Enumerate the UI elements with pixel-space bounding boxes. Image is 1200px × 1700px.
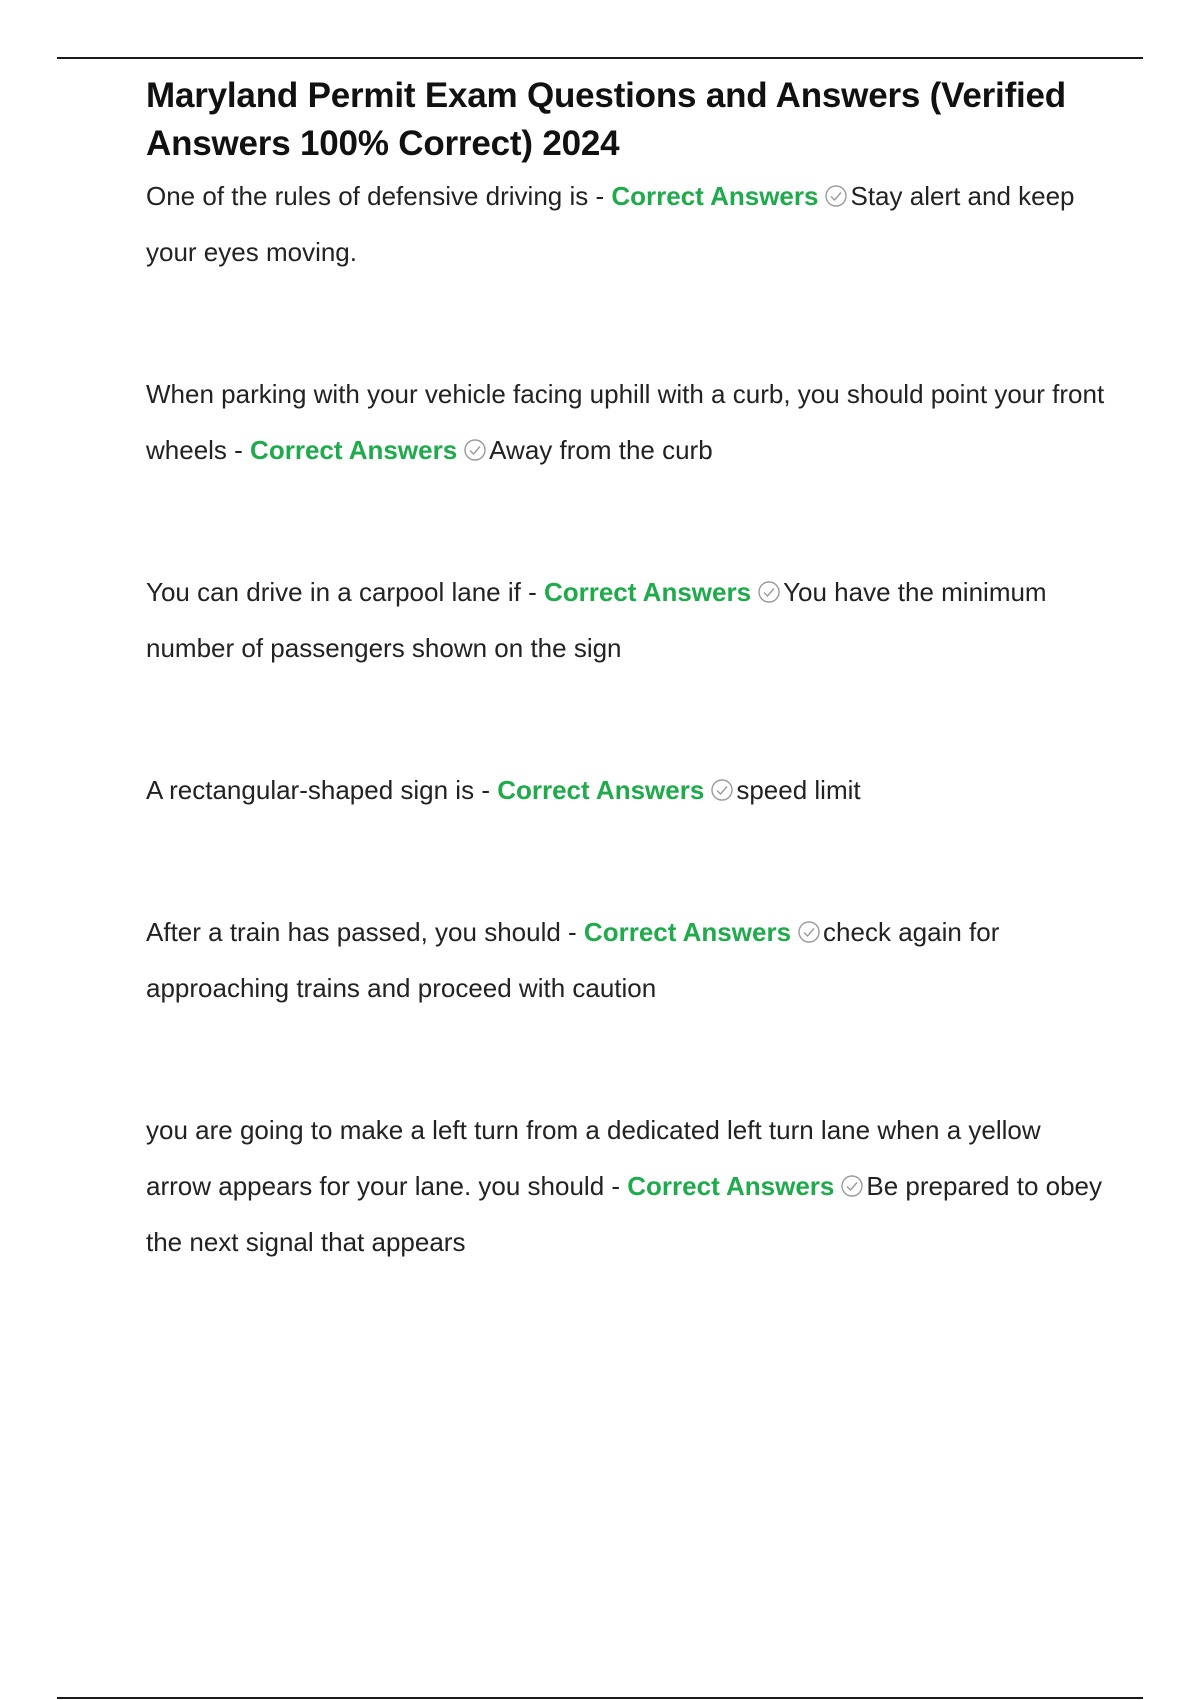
answer-text: speed limit [736,775,861,805]
check-circle-icon [463,438,487,462]
correct-answers-label: Correct Answers [627,1171,835,1201]
question-text: you are going to make a left turn from a dedicated left turn lane when a yellow arrow appears for your lane. you should [146,1115,1041,1201]
correct-answers-label: Correct Answers [543,577,752,607]
bottom-rule [57,1697,1143,1699]
qa-item [146,564,1106,676]
correct-answers-label: Correct Answers [250,435,458,465]
question-text: After a train has passed, you should [146,917,561,947]
answer-text: Away from the curb [489,435,713,465]
answer-text: You have the minimum number of passengers shown on the sign [146,577,1047,663]
check-circle-icon [824,184,848,208]
qa-item [146,168,1106,280]
separator: - [588,181,612,211]
answer-text: Be prepared to obey the next signal that appears [146,1171,1103,1257]
qa-item [146,904,1106,1016]
correct-answers-label: Correct Answers [611,181,819,211]
separator: - [560,917,584,947]
separator: - [474,775,498,805]
answer-text: Stay alert and keep your eyes moving. [146,181,1075,267]
separator: - [226,435,251,465]
question-text: When parking with your vehicle facing uphill with a curb, you should point your front wheels [146,379,1105,465]
check-circle-icon [797,920,821,944]
question-text: You can drive in a carpool lane if [146,577,521,607]
correct-answers-label: Correct Answers [497,775,705,805]
check-circle-icon [710,778,734,802]
separator: - [604,1171,628,1201]
question-text: One of the rules of defensive driving is [146,181,589,211]
qa-item [146,366,1106,478]
correct-answers-label: Correct Answers [583,917,792,947]
check-circle-icon [840,1174,864,1198]
document-body [146,72,1106,1270]
qa-item [146,1102,1106,1270]
answer-text: check again for approaching trains and proceed with caution [146,917,1000,1003]
check-circle-icon [757,580,781,604]
question-text: A rectangular-shaped sign is [146,775,475,805]
separator: - [520,577,544,607]
top-rule [57,57,1143,59]
document-title: Maryland Permit Exam Questions and Answers (Verified Answers 100% Correct) 2024 [146,76,1066,163]
qa-item [146,762,1106,818]
